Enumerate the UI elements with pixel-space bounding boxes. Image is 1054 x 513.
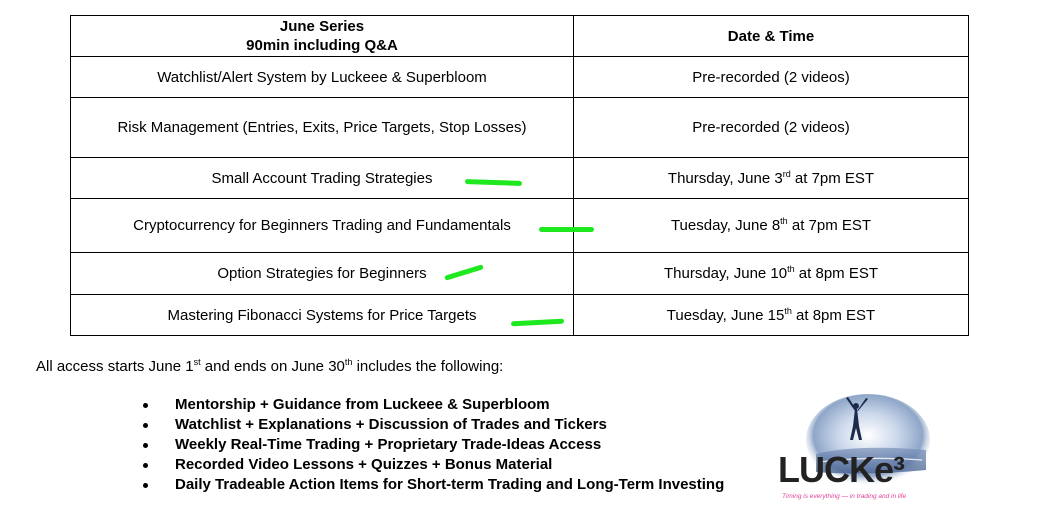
green-highlight-mark bbox=[465, 179, 522, 186]
logo-graphic bbox=[776, 392, 936, 504]
date-ordinal: th bbox=[784, 305, 792, 316]
session-cell bbox=[71, 253, 574, 295]
benefits-list bbox=[142, 395, 724, 495]
datetime-cell: Pre-recorded (2 videos) bbox=[574, 57, 969, 98]
table-row bbox=[71, 295, 969, 336]
session-title: Option Strategies for Beginners bbox=[217, 265, 427, 282]
access-text-3: includes the following: bbox=[352, 358, 504, 375]
table-row bbox=[71, 199, 969, 253]
series-title: June Series bbox=[279, 18, 365, 35]
access-text-1: All access starts June 1 bbox=[36, 358, 194, 375]
session-title: Small Account Trading Strategies bbox=[211, 169, 433, 187]
list-item: Daily Tradeable Action Items for Short-term Trading and Long-Term Investing bbox=[142, 475, 724, 495]
lucke3-logo bbox=[776, 392, 936, 504]
datetime-cell bbox=[574, 253, 969, 295]
series-duration: 90min including Q&A bbox=[246, 37, 398, 54]
session-cell bbox=[71, 199, 574, 253]
date-time: at 7pm EST bbox=[787, 217, 872, 234]
table-row bbox=[71, 158, 969, 199]
date-day: Tuesday, June 8 bbox=[670, 217, 781, 234]
date-ordinal: th bbox=[787, 264, 795, 274]
date-time: at 8pm EST bbox=[791, 306, 876, 324]
table-row bbox=[71, 98, 969, 158]
date-day: Thursday, June 3 bbox=[667, 169, 783, 187]
list-item: Weekly Real-Time Trading + Proprietary Trade-Ideas Access bbox=[142, 435, 724, 455]
date-day: Tuesday, June 15 bbox=[666, 306, 785, 324]
session-cell bbox=[71, 295, 574, 336]
access-ordinal-2: th bbox=[344, 357, 353, 367]
datetime-header: Date & Time bbox=[574, 16, 969, 57]
date-ordinal: th bbox=[780, 216, 788, 226]
datetime-cell bbox=[574, 199, 969, 253]
table-header-row bbox=[71, 16, 969, 57]
logo-tagline: Timing is everything — in trading and in life bbox=[782, 493, 907, 500]
session-header bbox=[71, 16, 574, 57]
date-time: at 7pm EST bbox=[790, 169, 875, 187]
session-cell bbox=[71, 158, 574, 199]
datetime-cell: Pre-recorded (2 videos) bbox=[574, 98, 969, 158]
schedule-table bbox=[70, 15, 969, 336]
date-ordinal: rd bbox=[782, 168, 791, 179]
session-title: Cryptocurrency for Beginners Trading and Fundamentals bbox=[133, 217, 511, 234]
date-day: Thursday, June 10 bbox=[663, 265, 788, 282]
access-intro bbox=[36, 358, 503, 375]
list-item: Recorded Video Lessons + Quizzes + Bonus Material bbox=[142, 455, 724, 475]
datetime-cell bbox=[574, 158, 969, 199]
table-row bbox=[71, 57, 969, 98]
access-ordinal-1: st bbox=[193, 357, 201, 367]
table-row bbox=[71, 253, 969, 295]
list-item: Watchlist + Explanations + Discussion of Trades and Tickers bbox=[142, 415, 724, 435]
list-item: Mentorship + Guidance from Luckeee & Superbloom bbox=[142, 395, 724, 415]
logo-brand-text: LUCKe³ bbox=[778, 449, 904, 490]
session-cell: Risk Management (Entries, Exits, Price Targets, Stop Losses) bbox=[71, 98, 574, 158]
green-highlight-mark bbox=[511, 319, 564, 327]
session-title: Mastering Fibonacci Systems for Price Targets bbox=[167, 306, 477, 324]
green-highlight-mark bbox=[444, 264, 484, 280]
datetime-cell bbox=[574, 295, 969, 336]
session-cell: Watchlist/Alert System by Luckeee & Superbloom bbox=[71, 57, 574, 98]
access-text-2: and ends on June 30 bbox=[200, 358, 345, 375]
date-time: at 8pm EST bbox=[794, 265, 879, 282]
